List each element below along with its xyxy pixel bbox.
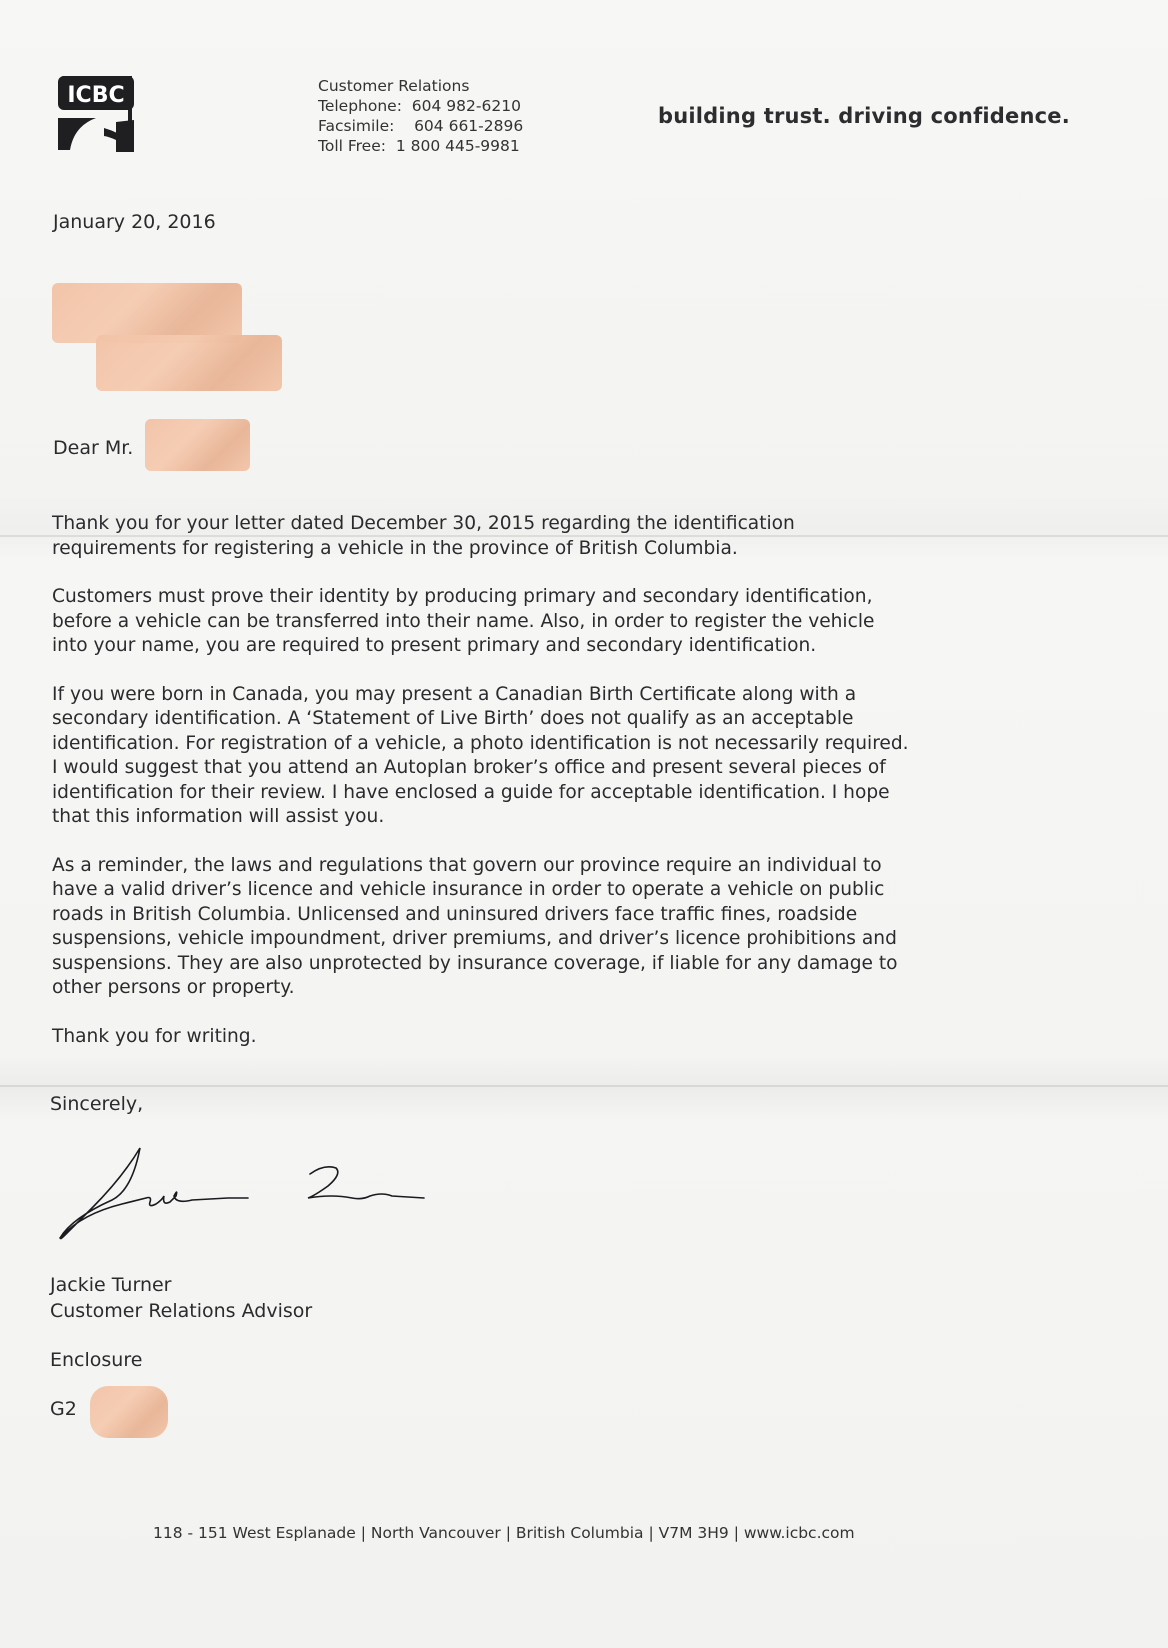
- redacted-address: [52, 283, 242, 343]
- tagline: building trust. driving confidence.: [658, 104, 1070, 128]
- paper-fold: [0, 1085, 1168, 1087]
- toll-free-number: Toll Free: 1 800 445-9981: [318, 137, 520, 155]
- handwritten-signature: [52, 1138, 452, 1248]
- letter-date: January 20, 2016: [53, 211, 216, 233]
- closing: Sincerely,: [50, 1093, 144, 1115]
- paragraph: Thank you for your letter dated December 30, 2015 regarding the identification requirements for registering a vehicle in the province of British Columbia.: [52, 513, 795, 559]
- enclosure-label: Enclosure: [50, 1349, 143, 1371]
- reference-code: G2: [50, 1398, 77, 1420]
- telephone-number: Telephone: 604 982-6210: [318, 97, 521, 115]
- paragraph: Customers must prove their identity by producing primary and secondary identification, before a vehicle can be transferred into their name. Also, in order to register the vehicle into your name, you are required to present primary and secondary identification.: [52, 586, 875, 656]
- paragraph: As a reminder, the laws and regulations that govern our province require an individual to have a valid driver’s licence and vehicle insurance in order to operate a vehicle on public roads in British Columbia. Unlicensed and uninsured drivers face traffic fines, roadside suspensions, vehicle impoundment, driver premiums, and driver’s licence prohibitions and suspensions. They are also unprotected by insurance coverage, if liable for any damage to other persons or property.: [52, 854, 898, 998]
- redacted-address: [96, 335, 282, 391]
- redacted-name: [145, 419, 250, 471]
- contact-block: [318, 76, 523, 156]
- footer-address: 118 - 151 West Esplanade | North Vancouver | British Columbia | V7M 3H9 | www.icbc.com: [153, 1524, 855, 1542]
- icbc-logo: [56, 74, 136, 154]
- signer-title: Customer Relations Advisor: [50, 1300, 313, 1322]
- signer-name: Jackie Turner: [50, 1274, 172, 1296]
- letter-body: [52, 512, 1092, 1073]
- salutation: Dear Mr.: [53, 437, 134, 459]
- svg-text:ICBC: ICBC: [67, 83, 125, 108]
- redacted-reference: [90, 1386, 168, 1438]
- department-name: Customer Relations: [318, 77, 470, 95]
- paragraph: If you were born in Canada, you may present a Canadian Birth Certificate along with a secondary identification. A ‘Statement of Live Birth’ does not qualify as an acceptable identification. For registration of a vehicle, a photo identification is not necessarily required. I would suggest that you attend an Autoplan broker’s office and present several pieces of identification for their review. I have enclosed a guide for acceptable identification. I hope that this information will assist you.: [52, 683, 909, 827]
- paragraph: Thank you for writing.: [52, 1025, 257, 1047]
- facsimile-number: Facsimile: 604 661-2896: [318, 117, 524, 135]
